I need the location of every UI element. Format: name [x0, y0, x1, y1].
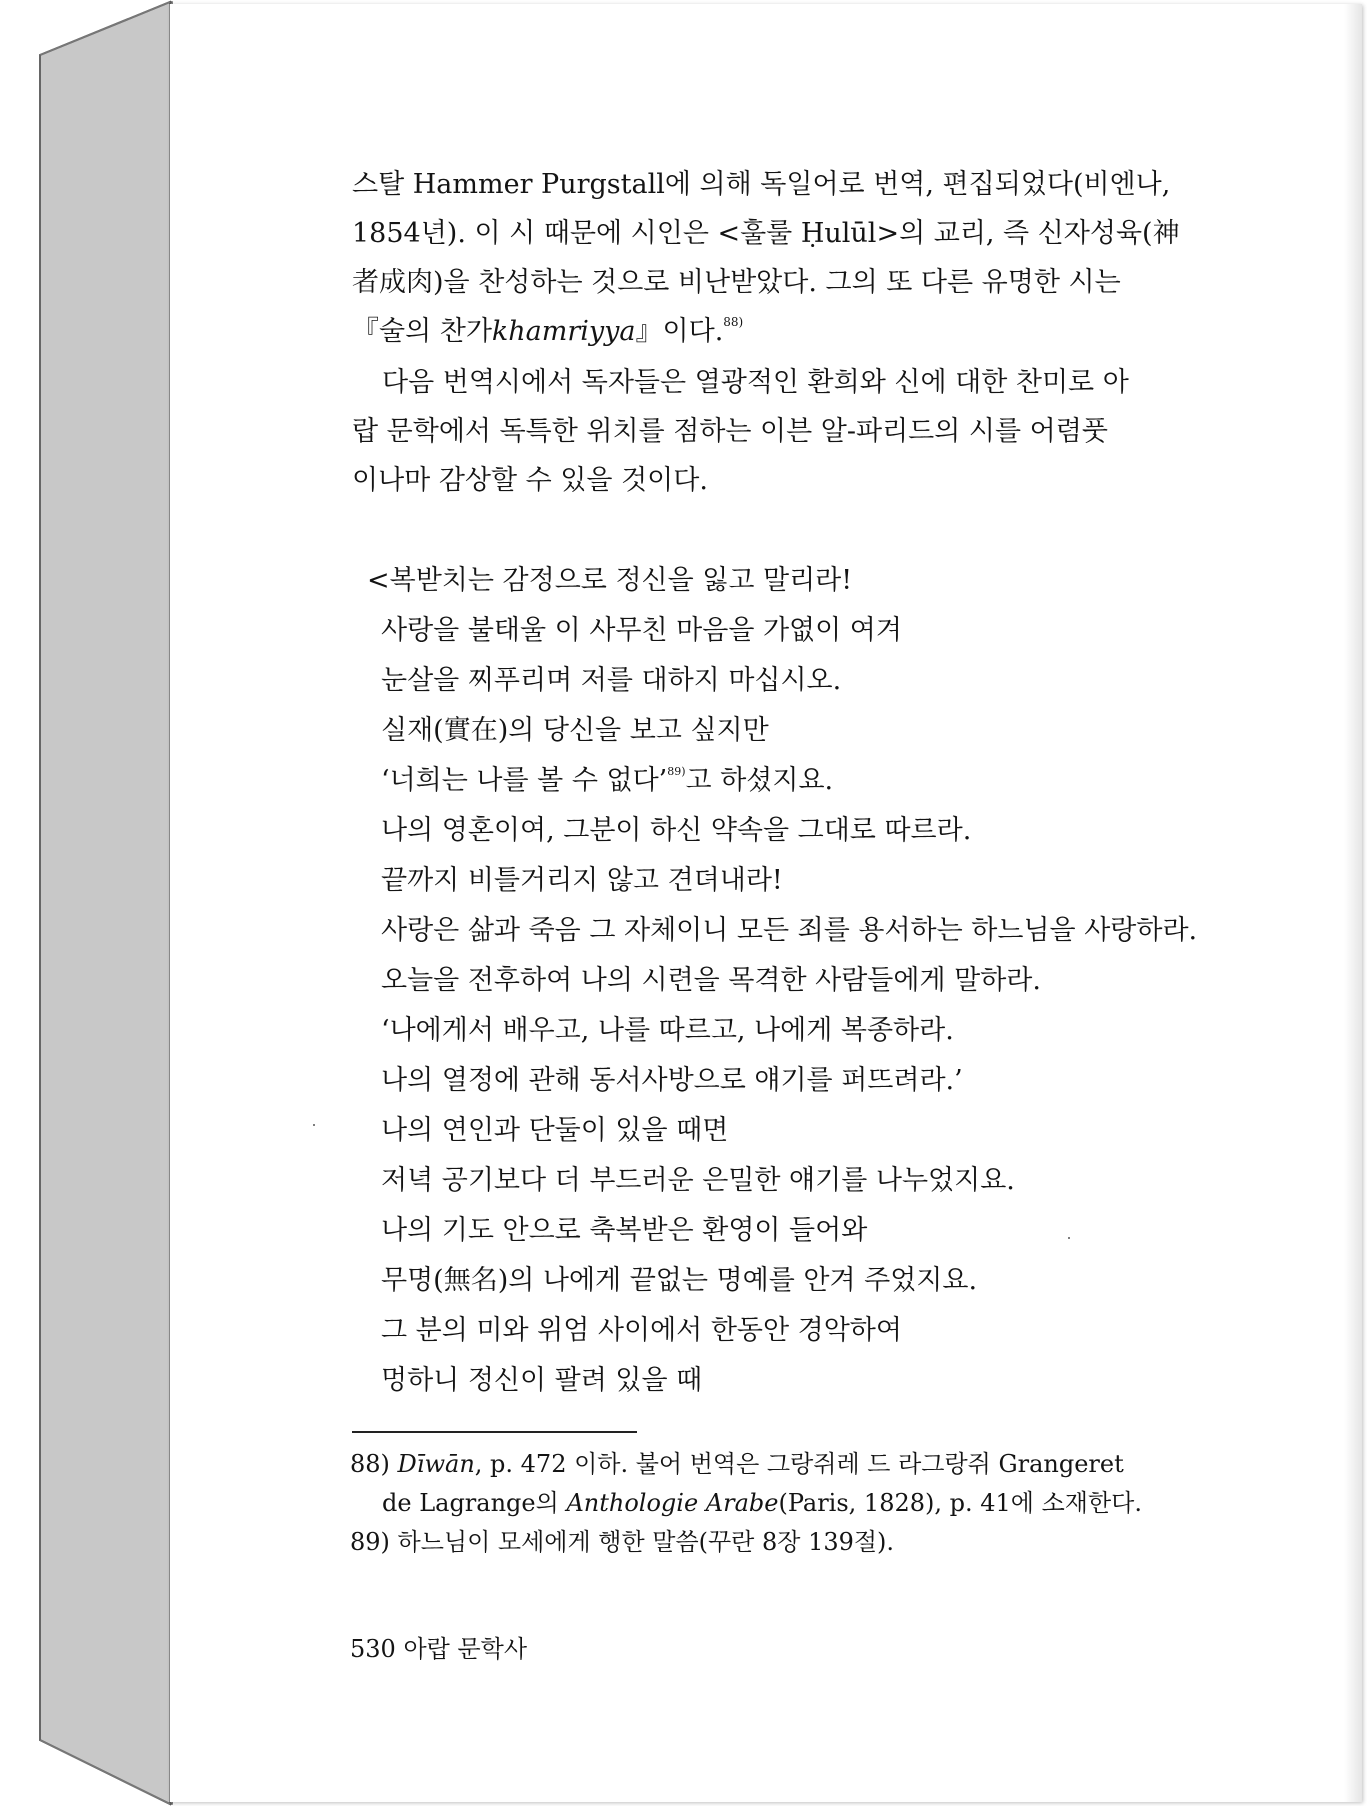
- poem-line: 실재(實在)의 당신을 보고 싶지만: [381, 715, 769, 746]
- anthologie-arabe-title: Anthologie Arabe: [566, 1489, 779, 1517]
- paragraph-1-line-1: 스탈 Hammer Purgstall에 의해 독일어로 번역, 편집되었다(비엔나,: [352, 169, 1171, 200]
- poem-line: 저녁 공기보다 더 부드러운 은밀한 얘기를 나누었지요.: [381, 1165, 1015, 1196]
- poem-line: 그 분의 미와 위엄 사이에서 한동안 경악하여: [381, 1315, 902, 1346]
- footnote-89: 89) 하느님이 모세에게 행한 말씀(꾸란 8장 139절).: [350, 1528, 895, 1556]
- page-footer: [350, 1634, 527, 1664]
- poem-line: 사랑을 불태울 이 사무친 마음을 가엾이 여겨: [381, 615, 902, 646]
- poem-line: ‘나에게서 배우고, 나를 따르고, 나에게 복종하라.: [381, 1015, 954, 1046]
- poem-line: 멍하니 정신이 팔려 있을 때: [381, 1365, 703, 1396]
- paragraph-2-line-1: 다음 번역시에서 독자들은 열광적인 환희와 신에 대한 찬미로 아: [382, 367, 1129, 398]
- footnote-88-title: Dīwān: [397, 1450, 475, 1478]
- print-speck: [1068, 1237, 1070, 1239]
- page-edge-shadow: [1344, 4, 1362, 1802]
- poem-line: 무명(無名)의 나에게 끝없는 명예를 안겨 주었지요.: [381, 1265, 978, 1296]
- paragraph-2: [352, 358, 1212, 505]
- poem-line-5-end: 고 하셨지요.: [685, 765, 834, 796]
- footnote-88-text: , p. 472 이하. 불어 번역은 그랑쥐레 드 라그랑쥐 Grangeret: [474, 1450, 1124, 1478]
- footnote-88-continuation: [350, 1484, 1214, 1523]
- paragraph-1-line-2: 1854년). 이 시 때문에 시인은 <훌룰 Ḥulūl>의 교리, 즉 신자성육(神: [352, 218, 1180, 249]
- paragraph-2-line-2: 랍 문학에서 독특한 위치를 점하는 이븐 알-파리드의 시를 어렴풋: [352, 416, 1108, 447]
- paragraph-1-line-4-end: 』이다.: [635, 316, 724, 347]
- paragraph-2-line-3: 이나마 감상할 수 있을 것이다.: [352, 465, 708, 496]
- footnote-88: [350, 1445, 1214, 1523]
- poem-line: 사랑은 삶과 죽음 그 자체이니 모든 죄를 용서하는 하느님을 사랑하라.: [381, 915, 1198, 946]
- footnote-divider: [352, 1431, 637, 1433]
- poem-block: [367, 556, 1227, 1406]
- page-number: 530: [350, 1635, 396, 1663]
- poem-line-5-start: ‘너희는 나를 볼 수 없다’: [381, 765, 668, 796]
- footnote-88-number: 88): [350, 1450, 390, 1478]
- footnotes: [350, 1445, 1214, 1562]
- poem-line: 끝까지 비틀거리지 않고 견뎌내라!: [381, 865, 783, 896]
- paragraph-1-line-4-start: 『술의 찬가: [352, 316, 492, 347]
- paragraph-1: [352, 160, 1212, 356]
- running-title: 아랍 문학사: [403, 1635, 528, 1663]
- footnote-88-text-2: de Lagrange의: [382, 1489, 567, 1517]
- poem-line: <복받치는 감정으로 정신을 잃고 말리라!: [367, 565, 853, 596]
- poem-line: 오늘을 전후하여 나의 시련을 목격한 사람들에게 말하라.: [381, 965, 1041, 996]
- body-text: [352, 160, 1212, 505]
- poem-line: 눈살을 찌푸리며 저를 대하지 마십시오.: [381, 665, 842, 696]
- print-speck: [313, 1124, 315, 1126]
- footnote-ref-88: 88): [723, 315, 744, 329]
- poem-line: 나의 연인과 단둘이 있을 때면: [381, 1115, 729, 1146]
- footnote-ref-89: 89): [667, 765, 686, 778]
- footnote-88-text-3: (Paris, 1828), p. 41에 소재한다.: [778, 1489, 1142, 1517]
- poem-line: 나의 열정에 관해 동서사방으로 얘기를 퍼뜨려라.’: [381, 1065, 963, 1096]
- paragraph-1-line-3: 者成肉)을 찬성하는 것으로 비난받았다. 그의 또 다른 유명한 시는: [352, 267, 1121, 298]
- poem-line: 나의 영혼이여, 그분이 하신 약속을 그대로 따르라.: [381, 815, 972, 846]
- poem-line: [367, 756, 1227, 806]
- poem-line: 나의 기도 안으로 축복받은 환영이 들어와: [381, 1215, 868, 1246]
- khamriyya-term: khamriyya: [491, 316, 636, 347]
